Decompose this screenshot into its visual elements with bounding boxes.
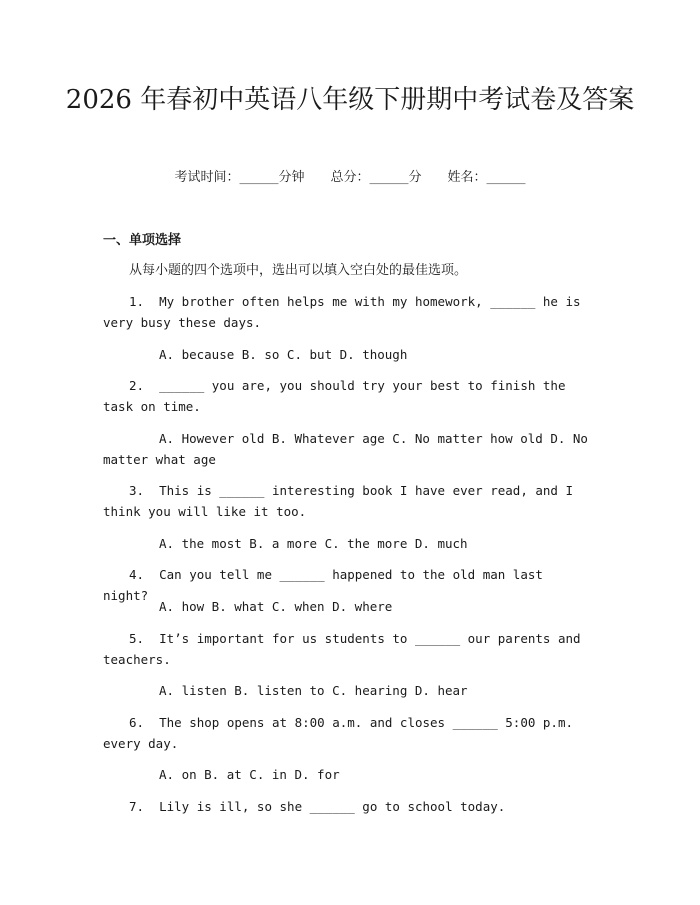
options-6: A. on B. at C. in D. for: [159, 767, 340, 782]
exam-time: 考试时间：______分钟: [174, 170, 305, 185]
student-name: 姓名：______: [447, 170, 526, 185]
section-heading: 一、单项选择: [103, 233, 182, 248]
question-2: 2. ______ you are, you should try your best to finish the task on time.: [103, 378, 574, 414]
options-2: A. However old B. Whatever age C. No matter how old D. No matter what age: [103, 431, 596, 467]
exam-meta: [0, 168, 700, 188]
options-5: A. listen B. listen to C. hearing D. hear: [159, 683, 468, 698]
total-score: 总分：______分: [330, 170, 422, 185]
question-4: 4. Can you tell me ______ happened to the old man last night?: [103, 567, 551, 603]
section-instruction: 从每小题的四个选项中，选出可以填入空白处的最佳选项。: [129, 263, 468, 278]
question-1: 1. My brother often helps me with my homework, ______ he is very busy these days.: [103, 294, 589, 330]
question-7: 7. Lily is ill, so she ______ go to school today.: [129, 799, 506, 814]
question-5: 5. It’s important for us students to ______ our parents and teachers.: [103, 631, 589, 667]
options-1: A. because B. so C. but D. though: [159, 347, 408, 362]
question-6: 6. The shop opens at 8:00 a.m. and closes ______ 5:00 p.m. every day.: [103, 715, 581, 751]
options-4: A. how B. what C. when D. where: [159, 599, 393, 614]
options-3: A. the most B. a more C. the more D. much: [159, 536, 468, 551]
question-3: 3. This is ______ interesting book I have ever read, and I think you will like it too.: [103, 483, 581, 519]
page-title: 2026 年春初中英语八年级下册期中考试卷及答案: [65, 85, 635, 115]
